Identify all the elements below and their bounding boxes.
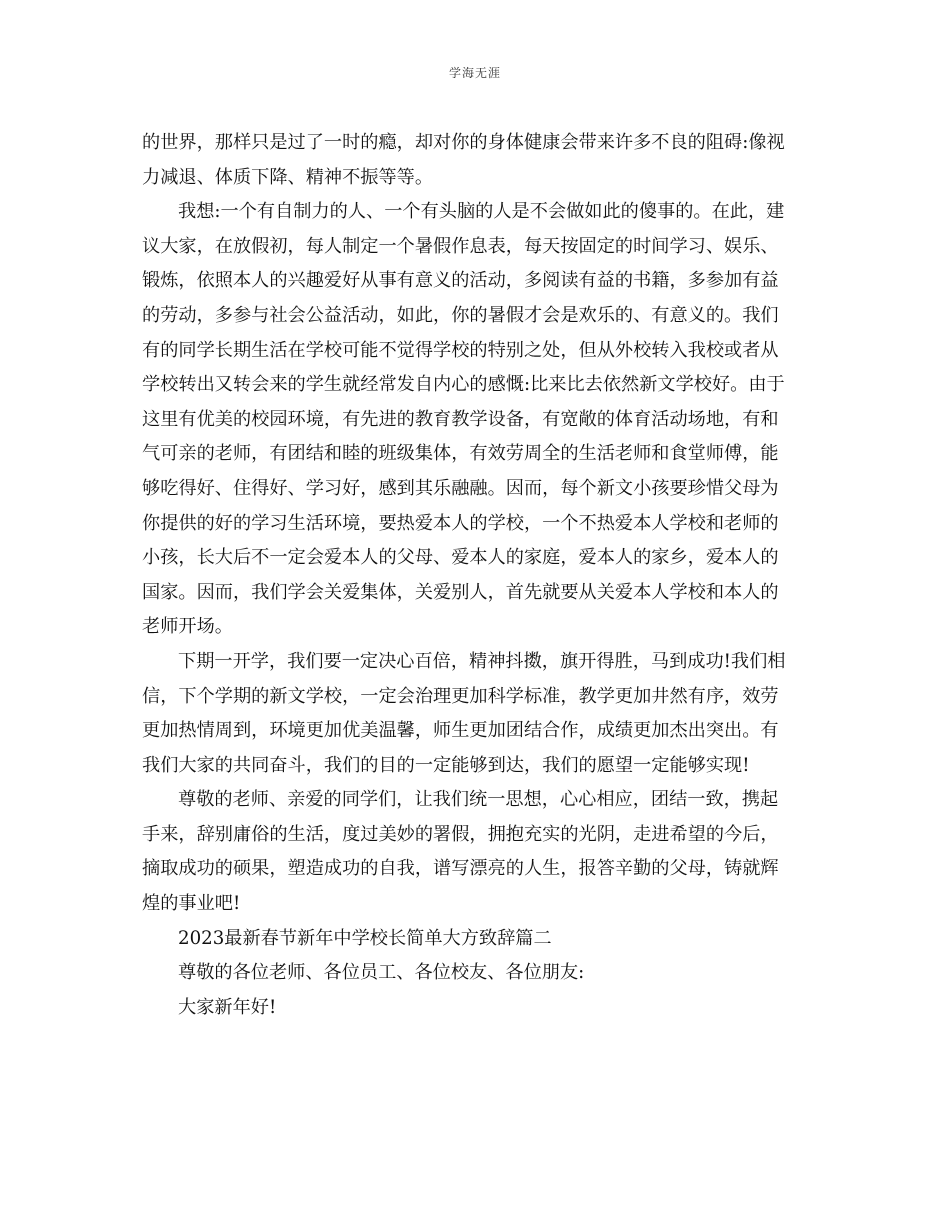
text-line: 我们大家的共同奋斗，我们的目的一定能够到达，我们的愿望一定能够实现! [142,754,750,776]
text-line: 的世界，那样只是过了一时的瘾，却对你的身体健康会带来许多不良的阻碍:像视 [142,132,785,153]
text-line: 手来，辞别庸俗的生活，度过美妙的署假，拥抱充实的光阴，走进希望的今后， [142,823,779,845]
page-header: 学海无涯 [448,66,501,80]
section-heading: 2023最新春节新年中学校长简单大方致辞篇二 [178,927,552,949]
text-line: 气可亲的老师，有团结和睦的班级集体，有效劳周全的生活老师和食堂师傅，能 [142,443,779,465]
text-line: 议大家，在放假初，每人制定一个暑假作息表，每天按固定的时间学习、娱乐、 [142,235,779,257]
text-line: 这里有优美的校园环境，有先进的教育教学设备，有宽敞的体育活动场地，有和 [142,408,779,430]
text-line: 下期一开学，我们要一定决心百倍，精神抖擞，旗开得胜，马到成功!我们相 [178,650,786,672]
salutation-line: 尊敬的各位老师、各位员工、各位校友、各位朋友: [178,962,585,984]
text-line: 锻炼，依照本人的兴趣爱好从事有意义的活动，多阅读有益的书籍，多参加有益 [142,270,779,292]
greeting-line: 大家新年好! [178,996,277,1018]
text-line: 尊敬的老师、亲爱的同学们，让我们统一思想，心心相应，团结一致，携起 [178,789,779,811]
text-line: 的劳动，多参与社会公益活动，如此，你的暑假才会是欢乐的、有意义的。我们 [142,304,779,326]
text-line: 信，下个学期的新文学校，一定会治理更加科学标准，教学更加井然有序，效劳 [142,685,779,707]
text-line: 摘取成功的硕果，塑造成功的自我，谱写漂亮的人生，报答辛勤的父母，铸就辉 [142,858,779,880]
text-line: 国家。因而，我们学会关爱集体，关爱别人，首先就要从关爱本人学校和本人的 [142,581,779,603]
text-line: 我想:一个有自制力的人、一个有头脑的人是不会做如此的傻事的。在此，建 [178,201,785,223]
text-line: 有的同学长期生活在学校可能不觉得学校的特别之处，但从外校转入我校或者从 [142,339,779,361]
text-line: 你提供的好的学习生活环境，要热爱本人的学校，一个不热爱本人学校和老师的 [142,512,779,534]
text-line: 煌的事业吧! [142,893,241,915]
text-line: 力减退、体质下降、精神不振等等。 [142,166,434,188]
text-line: 老师开场。 [142,616,233,638]
text-line: 够吃得好、住得好、学习好，感到其乐融融。因而，每个新文小孩要珍惜父母为 [142,477,779,499]
document-body [142,126,812,1025]
text-line: 更加热情周到，环境更加优美温馨，师生更加团结合作，成绩更加杰出突出。有 [142,720,779,742]
text-line: 小孩，长大后不一定会爱本人的父母、爱本人的家庭，爱本人的家乡，爱本人的 [142,547,779,569]
text-line: 学校转出又转会来的学生就经常发自内心的感慨:比来比去依然新文学校好。由于 [142,374,785,396]
